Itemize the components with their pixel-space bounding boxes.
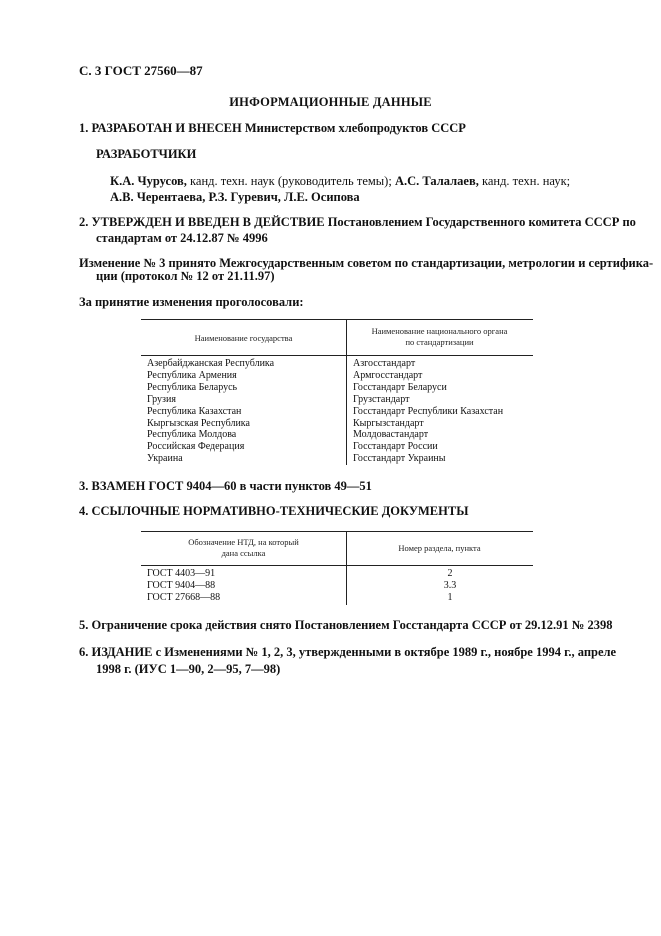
change-3-line-2: ции (протокол № 12 от 21.11.97) <box>96 269 275 283</box>
developers-line-2: А.В. Черентаева, Р.З. Гуревич, Л.Е. Осипова <box>110 190 360 204</box>
section-2-line-2: стандартам от 24.12.87 № 4996 <box>96 231 268 245</box>
table-1-authority-cell: Госстандарт Беларуси <box>353 381 447 393</box>
voted-caption: За принятие изменения проголосовали: <box>79 295 304 309</box>
table-1-state-cell: Украина <box>147 453 183 465</box>
table-2-col1-header-line-2: дана ссылка <box>221 548 266 558</box>
table-2-header-rule <box>141 565 533 566</box>
section-6-line-2: 1998 г. (ИУС 1—90, 2—95, 7—98) <box>96 662 281 676</box>
table-1-authority-cell: Азгосстандарт <box>353 358 416 369</box>
section-4 <box>79 503 468 520</box>
table-1-col2-header-line-2: по стандартизации <box>405 337 474 347</box>
section-4-text: ССЫЛОЧНЫЕ НОРМАТИВНО-ТЕХНИЧЕСКИЕ ДОКУМЕНТЫ <box>91 504 469 518</box>
table-1-state-cell: Российская Федерация <box>147 441 245 453</box>
section-1 <box>79 120 466 137</box>
table-1-state-cell: Азербайджанская Республика <box>147 358 275 369</box>
section-1-text: Министерством хлебопродуктов СССР <box>241 121 466 135</box>
developer-name-1: К.А. Чурусов, <box>110 174 187 188</box>
section-6-line-1 <box>79 644 616 661</box>
table-2-top-rule <box>141 531 533 532</box>
section-4-number: 4. <box>79 504 89 518</box>
table-1-state-cell: Республика Молдова <box>147 429 237 441</box>
table-1-state-cell: Республика Беларусь <box>147 381 238 393</box>
table-1-col2-header-line-1: Наименование национального органа <box>371 326 508 336</box>
change-3-line-1: Изменение № 3 принято Межгосударственным советом по стандартизации, метрологии и сертифика- <box>79 256 654 270</box>
section-5-text: Ограничение срока действия снято Постановлением Госстандарта СССР от 29.12.91 № 2398 <box>91 618 613 632</box>
table-2-document-cell: ГОСТ 9404—88 <box>147 579 216 591</box>
table-1-header-rule <box>141 355 533 356</box>
section-6-lead: ИЗДАНИЕ <box>91 645 153 659</box>
table-2-section-cell: 3.3 <box>443 579 457 591</box>
table-1-state-cell: Кыргызская Республика <box>147 417 250 429</box>
page-header: С. 3 ГОСТ 27560—87 <box>79 63 203 78</box>
table-1-authority-cell: Госстандарт Республики Казахстан <box>353 405 504 417</box>
section-2-number: 2. <box>79 215 89 229</box>
table-1-state-cell: Республика Армения <box>147 369 237 381</box>
section-3 <box>79 478 372 495</box>
table-1-authority-cell: Госстандарт России <box>353 441 438 453</box>
table-1-authority-cell: Кыргызстандарт <box>353 417 424 429</box>
developer-name-2: А.С. Талалаев, <box>394 174 479 188</box>
table-1-authority-cell: Грузстандарт <box>353 393 410 405</box>
table-1-authority-cell: Армгосстандарт <box>353 369 423 381</box>
section-2-lead: УТВЕРЖДЕН И ВВЕДЕН В ДЕЙСТВИЕ <box>91 215 325 229</box>
developer-role-2: канд. техн. наук; <box>478 174 571 188</box>
table-2-document-cell: ГОСТ 4403—91 <box>147 568 216 579</box>
section-1-lead: РАЗРАБОТАН И ВНЕСЕН <box>91 121 242 135</box>
table-2-document-cell: ГОСТ 27668—88 <box>147 591 221 603</box>
section-2-line-1 <box>79 214 636 231</box>
table-1-authority-cell: Госстандарт Украины <box>353 453 446 465</box>
section-6-text: с Изменениями № 1, 2, 3, утвержденными в октябре 1989 г., ноябре 1994 г., апреле <box>152 645 617 659</box>
section-3-text: ВЗАМЕН ГОСТ 9404—60 в части пунктов 49—51 <box>91 479 372 493</box>
table-1-col1-header: Наименование государства <box>194 333 293 343</box>
section-6-number: 6. <box>79 645 89 659</box>
section-3-number: 3. <box>79 479 89 493</box>
table-1-state-cell: Республика Казахстан <box>147 405 242 417</box>
table-1-top-rule <box>141 319 533 320</box>
developer-role-1: канд. техн. наук (руководитель темы); <box>186 174 395 188</box>
document-title: ИНФОРМАЦИОННЫЕ ДАННЫЕ <box>229 95 432 109</box>
table-1-authority-cell: Молдовастандарт <box>353 429 429 441</box>
table-1-state-cell: Грузия <box>147 393 176 405</box>
developers-line-1 <box>110 173 570 190</box>
section-1-number: 1. <box>79 121 89 135</box>
section-2-text: Постановлением Государственного комитета СССР по <box>324 215 636 229</box>
table-2-col1-header-line-1: Обозначение НТД, на который <box>188 537 299 547</box>
section-5 <box>79 617 612 634</box>
section-5-number: 5. <box>79 618 89 632</box>
developers-heading: РАЗРАБОТЧИКИ <box>96 147 197 161</box>
table-2-section-cell: 2 <box>447 568 453 579</box>
table-2-col2-header: Номер раздела, пункта <box>398 543 481 553</box>
table-2-section-cell: 1 <box>447 591 453 603</box>
